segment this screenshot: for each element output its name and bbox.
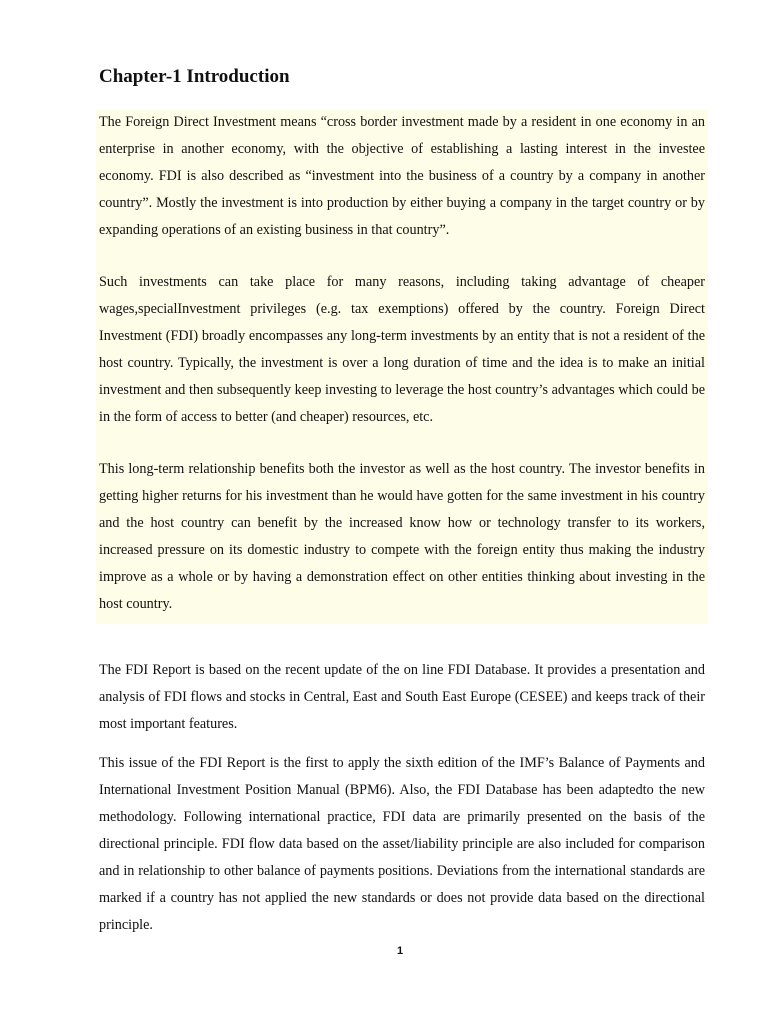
paragraph-fdi-definition: The Foreign Direct Investment means “cross border investment made by a resident in one economy in an enterprise in another economy, with the objective of establishing a lasting interest in the investee economy. FDI is also described as “investment into the business of a country by a company in another country”. Mostly the investment is into production by either buying a company in the target country or by expanding operations of an existing business in that country”. bbox=[99, 114, 705, 238]
paragraph-methodology: This issue of the FDI Report is the first to apply the sixth edition of the IMF’s Balance of Payments and International Investment Position Manual (BPM6). Also, the FDI Database has been adaptedto the new methodology. Following international practice, FDI data are primarily presented on the basis of the directional principle. FDI flow data based on the asset/liability principle are also included for comparison and in relationship to other balance of payments positions. Deviations from the international standards are marked if a country has not applied the new standards or does not provide data based on the directional principle. bbox=[99, 755, 705, 933]
paragraph-fdi-report: The FDI Report is based on the recent update of the on line FDI Database. It provides a presentation and analysis of FDI flows and stocks in Central, East and South East Europe (CESEE) and keeps track of their most important features. bbox=[99, 662, 705, 732]
chapter-title: Chapter-1 Introduction bbox=[99, 66, 290, 87]
page-number: 1 bbox=[396, 945, 404, 957]
paragraph-investment-reasons: Such investments can take place for many reasons, including taking advantage of cheaper wages,specialInvestment privileges (e.g. tax exemptions) offered by the country. Foreign Direct Investment (FDI) broadly encompasses any long-term investments by an entity that is not a resident of the host country. Typically, the investment is over a long duration of time and the idea is to make an initial investment and then subsequently keep investing to leverage the host country’s advantages which could be in the form of access to better (and cheaper) resources, etc. bbox=[99, 274, 705, 425]
paragraph-long-term-benefits: This long-term relationship benefits both the investor as well as the host country. The investor benefits in getting higher returns for his investment than he would have gotten for the same investment in his country and the host country can benefit by the increased know how or technology transfer to its workers, increased pressure on its domestic industry to compete with the foreign entity thus making the industry improve as a whole or by having a demonstration effect on other entities thinking about investing in the host country. bbox=[99, 461, 705, 612]
